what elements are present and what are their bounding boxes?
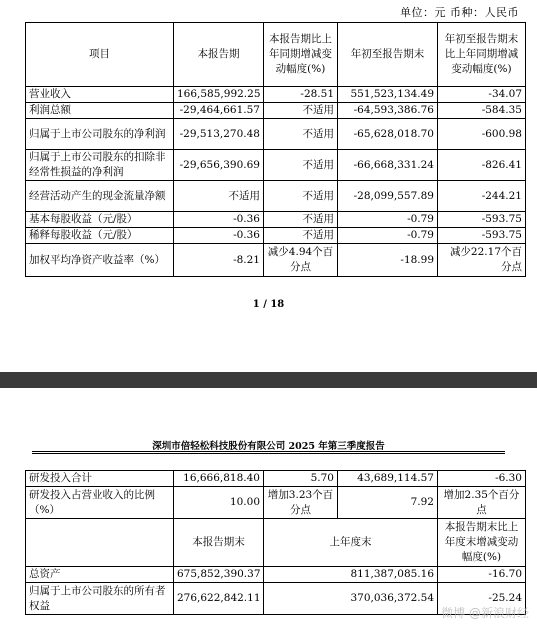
row-item: 加权平均净资产收益率（%）	[26, 244, 174, 277]
row-current-change: -28.51	[264, 87, 338, 103]
row-ytd-change: -34.07	[438, 87, 526, 103]
header-rule	[32, 453, 505, 454]
header-prior-year-end: 上年度末	[264, 519, 438, 567]
table-row	[26, 119, 526, 150]
row-current: -29,656,390.69	[174, 150, 264, 181]
row-current: 不适用	[174, 181, 264, 212]
key-financial-table	[25, 22, 526, 277]
table-header-row	[26, 23, 526, 87]
row-current-change: 5.70	[264, 471, 338, 487]
table-row	[26, 150, 526, 181]
balance-header-blank	[26, 519, 174, 567]
table-row	[26, 487, 526, 519]
header-period-end: 本报告期末	[174, 519, 264, 567]
row-item: 研发投入占营业收入的比例（%）	[26, 487, 174, 519]
row-ytd-change: -584.35	[438, 103, 526, 119]
row-current-change: 减少4.94个百分点	[264, 244, 338, 277]
header-ytd-change: 年初至报告期末比上年同期增减变动幅度(%)	[438, 23, 526, 87]
row-item: 归属于上市公司股东的所有者权益	[26, 583, 174, 615]
table-row	[26, 103, 526, 119]
row-current: 166,585,992.25	[174, 87, 264, 103]
row-current: -29,464,661.57	[174, 103, 264, 119]
row-item: 基本每股收益（元/股）	[26, 212, 174, 228]
row-ytd: -28,099,557.89	[338, 181, 438, 212]
row-current-change: 不适用	[264, 103, 338, 119]
table-row	[26, 228, 526, 244]
row-item: 归属于上市公司股东的扣除非经常性损益的净利润	[26, 150, 174, 181]
row-item: 经营活动产生的现金流量净额	[26, 181, 174, 212]
row-current-change: 不适用	[264, 212, 338, 228]
row-ytd: 551,523,134.49	[338, 87, 438, 103]
row-period-end: 675,852,390.37	[174, 567, 264, 583]
balance-header-row	[26, 519, 526, 567]
row-ytd-change: -593.75	[438, 228, 526, 244]
row-current: -0.36	[174, 228, 264, 244]
row-item: 营业收入	[26, 87, 174, 103]
row-current-change: 不适用	[264, 150, 338, 181]
row-ytd: -18.99	[338, 244, 438, 277]
row-current: 16,666,818.40	[174, 471, 264, 487]
row-ytd-change: -826.41	[438, 150, 526, 181]
header-item: 项目	[26, 23, 174, 87]
row-current: -29,513,270.48	[174, 119, 264, 150]
watermark: 微博 @新浪财经	[441, 606, 529, 620]
table-row	[26, 244, 526, 277]
row-period-end: 276,622,842.11	[174, 583, 264, 615]
row-bs-change: -16.70	[438, 567, 526, 583]
row-item: 研发投入合计	[26, 471, 174, 487]
rd-and-balance-table	[25, 470, 526, 615]
row-item: 稀释每股收益（元/股）	[26, 228, 174, 244]
row-ytd: 7.92	[338, 487, 438, 519]
row-current-change: 不适用	[264, 228, 338, 244]
table-row	[26, 567, 526, 583]
row-ytd: -66,668,331.24	[338, 150, 438, 181]
row-ytd-change: -244.21	[438, 181, 526, 212]
row-ytd: -0.79	[338, 228, 438, 244]
row-ytd: -65,628,018.70	[338, 119, 438, 150]
row-item: 利润总额	[26, 103, 174, 119]
row-ytd-change: -6.30	[438, 471, 526, 487]
row-ytd-change: -600.98	[438, 119, 526, 150]
row-ytd: -0.79	[338, 212, 438, 228]
page-number: 1 / 18	[252, 299, 285, 310]
row-current: -8.21	[174, 244, 264, 277]
row-item: 归属于上市公司股东的净利润	[26, 119, 174, 150]
page-separator	[0, 372, 537, 388]
unit-currency-note: 单位：元 币种：人民币	[400, 6, 519, 19]
header-rule	[32, 451, 505, 452]
table-row	[26, 212, 526, 228]
row-ytd: -64,593,386.76	[338, 103, 438, 119]
header-current-change: 本报告期比上年同期增减变动幅度(%)	[264, 23, 338, 87]
header-ytd: 年初至报告期末	[338, 23, 438, 87]
row-current: -0.36	[174, 212, 264, 228]
company-report-header: 深圳市倍轻松科技股份有限公司 2025 年第三季度报告	[152, 441, 385, 452]
row-ytd-change: 增加2.35个百分点	[438, 487, 526, 519]
table-row	[26, 87, 526, 103]
row-current-change: 不适用	[264, 119, 338, 150]
table-row	[26, 471, 526, 487]
row-ytd-change: 减少22.17个百分点	[438, 244, 526, 277]
row-prior-year-end: 811,387,085.16	[264, 567, 438, 583]
header-current-period: 本报告期	[174, 23, 264, 87]
header-bs-change: 本报告期末比上年度末增减变动幅度(%)	[438, 519, 526, 567]
row-current-change: 增加3.23个百分点	[264, 487, 338, 519]
table-row	[26, 181, 526, 212]
row-bs-change: -25.24	[438, 583, 526, 615]
row-current: 10.00	[174, 487, 264, 519]
row-ytd: 43,689,114.57	[338, 471, 438, 487]
row-ytd-change: -593.75	[438, 212, 526, 228]
row-current-change: 不适用	[264, 181, 338, 212]
row-prior-year-end: 370,036,372.54	[264, 583, 438, 615]
row-item: 总资产	[26, 567, 174, 583]
